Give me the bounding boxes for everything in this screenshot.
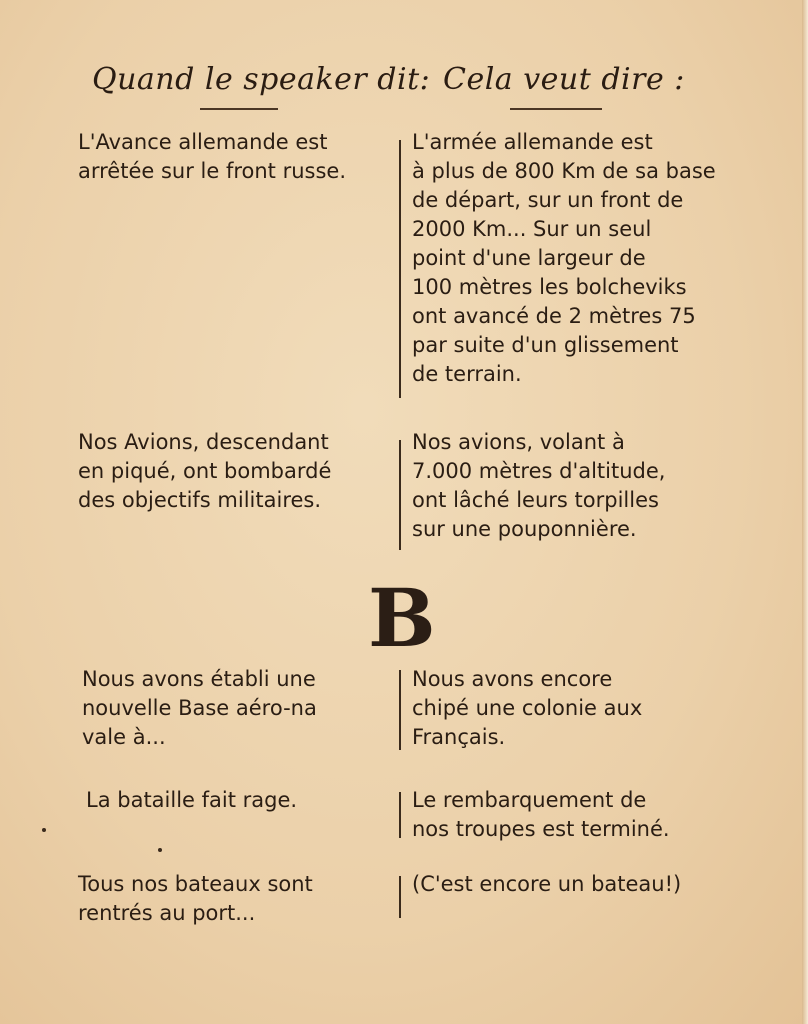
right-header-underline [510,108,602,110]
row-5-meaning-text: (C'est encore un bateau!) [412,872,682,896]
row-3-meaning-text: Nous avons encore chipé une colonie aux Français. [412,667,643,749]
column-divider [399,440,401,550]
page-edge [802,0,808,1024]
column-divider [399,140,401,398]
ink-speck [42,828,46,832]
row-3-speaker-text: Nous avons établi une nouvelle Base aéro-na vale à... [82,667,317,749]
column-divider [399,792,401,838]
section-letter: B [368,571,436,665]
row-4-speaker-text: La bataille fait rage. [86,788,298,812]
row-1-speaker-text: L'Avance allemande est arrêtée sur le front russe. [78,130,347,183]
column-divider [399,876,401,918]
row-5-speaker-text: Tous nos bateaux sont rentrés au port... [78,872,313,925]
ink-speck [158,848,162,852]
left-column-header: Quand le speaker dit: [92,62,431,97]
row-2-speaker-text: Nos Avions, descendant en piqué, ont bombardé des objectifs militaires. [78,430,332,512]
row-4-meaning-text: Le rembarquement de nos troupes est terminé. [412,788,670,841]
row-1-meaning-text: L'armée allemande est à plus de 800 Km de sa base de départ, sur un front de 2000 Km... Sur un seul point d'une largeur de 100 mètres les bolcheviks ont avancé de 2 mètres 75 par suite d'un glissement de terrain. [412,130,716,386]
column-divider [399,670,401,750]
row-2-meaning-text: Nos avions, volant à 7.000 mètres d'altitude, ont lâché leurs torpilles sur une pouponnière. [412,430,666,541]
left-header-underline [200,108,278,110]
right-column-header: Cela veut dire : [443,62,685,97]
